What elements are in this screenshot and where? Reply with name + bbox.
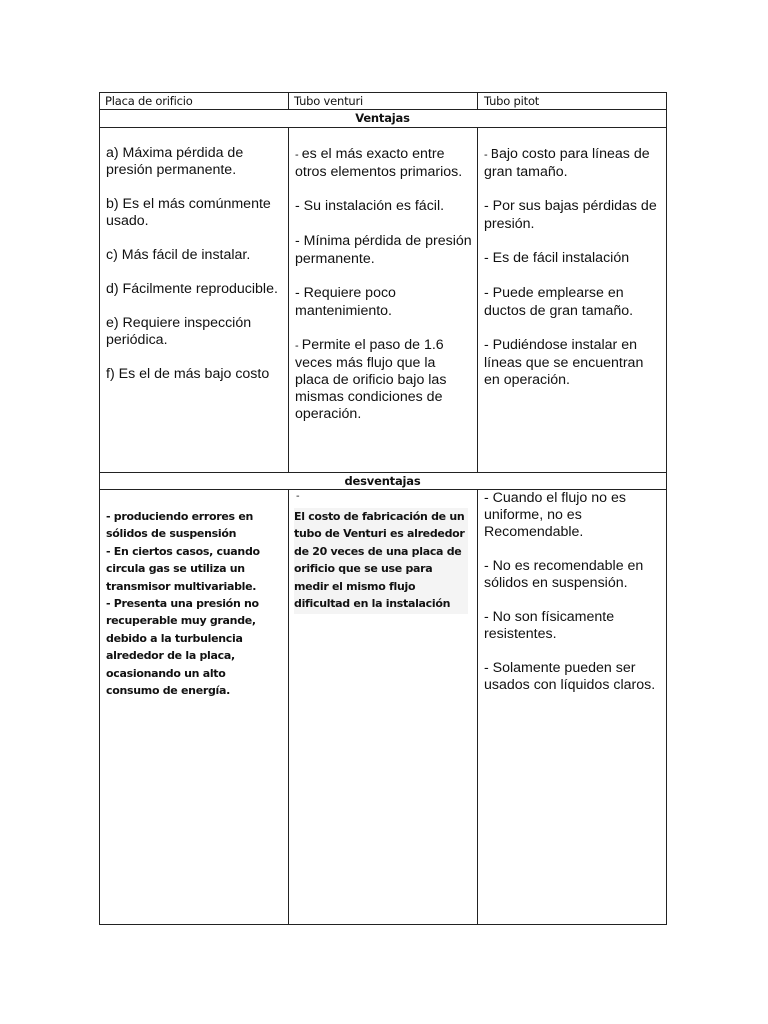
- desventajas-placa-item: - En ciertos casos, cuando circula gas se utiliza un transmisor multivariable.: [106, 544, 260, 593]
- item-text: - Puede emplearse en ductos de gran tamaño.: [484, 285, 634, 319]
- desventajas-placa-list: [106, 508, 282, 699]
- ventajas-venturi-item: [295, 198, 473, 216]
- row-divider-ventajas-title: [99, 127, 666, 128]
- desventajas-venturi-list: [294, 508, 468, 614]
- ventajas-pitot-list: [484, 146, 662, 389]
- desventajas-venturi-item: El costo de fabricación de un tubo de Venturi es alrededor de 20 veces de una placa de orificio que se use para medir el mismo flujo: [294, 510, 465, 593]
- row-divider-desventajas-top: [99, 472, 666, 473]
- col-divider-2-desventajas: [477, 489, 478, 925]
- item-text: ajo costo para líneas de gran tamaño.: [484, 146, 650, 180]
- ventajas-venturi-item: [295, 146, 473, 181]
- bullet-dash: -: [295, 149, 302, 161]
- section-title-ventajas: Ventajas: [355, 111, 410, 125]
- bullet-dash: -: [484, 149, 491, 161]
- item-text: - Mínima pérdida de presión permanente.: [295, 233, 472, 267]
- desventajas-placa-item: - Presenta una presión no recuperable muy grande, debido a la turbulencia alrededor de la placa, ocasionando un alto consumo de energía.: [106, 597, 259, 698]
- col-divider-1-desventajas: [288, 489, 289, 925]
- desventajas-pitot-item: - Solamente pueden ser usados con líquidos claros.: [484, 660, 656, 693]
- ventajas-placa-item: e) Requiere inspección periódica.: [106, 315, 252, 348]
- item-text: - Su instalación es fácil.: [295, 198, 445, 214]
- ventajas-venturi-list: [295, 146, 473, 423]
- row-divider-header: [99, 109, 666, 110]
- ventajas-placa-item: f) Es el de más bajo costo: [106, 366, 270, 382]
- desventajas-pitot-list: [484, 490, 664, 694]
- desventajas-pitot-item: - Cuando el flujo no es uniforme, no es Recomendable.: [484, 490, 626, 540]
- col-divider-2-ventajas: [477, 127, 478, 473]
- ventajas-venturi-item: [295, 285, 473, 320]
- bullet-dash: -: [295, 340, 302, 352]
- desventajas-pitot-item: - No son físicamente resistentes.: [484, 609, 615, 642]
- item-text: es el más exacto entre otros elementos primarios.: [295, 146, 463, 180]
- item-text: - Pudiéndose instalar en líneas que se encuentran en operación.: [484, 337, 644, 388]
- item-text: - Es de fácil instalación: [484, 250, 630, 266]
- header-placa-de-orificio: Placa de orificio: [105, 94, 193, 108]
- ventajas-pitot-item: [484, 285, 662, 320]
- desventajas-venturi-item: dificultad en la instalación: [294, 597, 451, 611]
- desventajas-placa-item: - produciendo errores en sólidos de suspensión: [106, 510, 254, 541]
- desventajas-venturi-dash: -: [296, 491, 300, 502]
- ventajas-pitot-item: [484, 146, 662, 181]
- header-tubo-pitot: Tubo pitot: [484, 94, 540, 108]
- ventajas-placa-item: c) Más fácil de instalar.: [106, 247, 251, 263]
- ventajas-pitot-item: [484, 250, 662, 268]
- ventajas-venturi-item: [295, 337, 473, 423]
- desventajas-pitot-item: - No es recomendable en sólidos en suspensión.: [484, 558, 644, 591]
- initial-letter: B: [490, 147, 499, 161]
- ventajas-pitot-item: [484, 198, 662, 233]
- ventajas-placa-list: [106, 145, 282, 383]
- ventajas-venturi-item: [295, 233, 473, 268]
- ventajas-placa-item: b) Es el más comúnmente usado.: [106, 196, 271, 229]
- item-text: Permite el paso de 1.6 veces más flujo que la placa de orificio bajo las mismas condiciones de operación.: [295, 337, 447, 422]
- ventajas-pitot-item: [484, 337, 662, 389]
- section-title-desventajas: desventajas: [344, 474, 421, 488]
- ventajas-placa-item: d) Fácilmente reproducible.: [106, 281, 278, 297]
- col-divider-1-header: [288, 92, 289, 110]
- ventajas-placa-item: a) Máxima pérdida de presión permanente.: [106, 145, 244, 178]
- col-divider-1-ventajas: [288, 127, 289, 473]
- header-tubo-venturi: Tubo venturi: [294, 94, 364, 108]
- col-divider-2-header: [477, 92, 478, 110]
- item-text: - Por sus bajas pérdidas de presión.: [484, 198, 657, 232]
- item-text: - Requiere poco mantenimiento.: [295, 285, 396, 319]
